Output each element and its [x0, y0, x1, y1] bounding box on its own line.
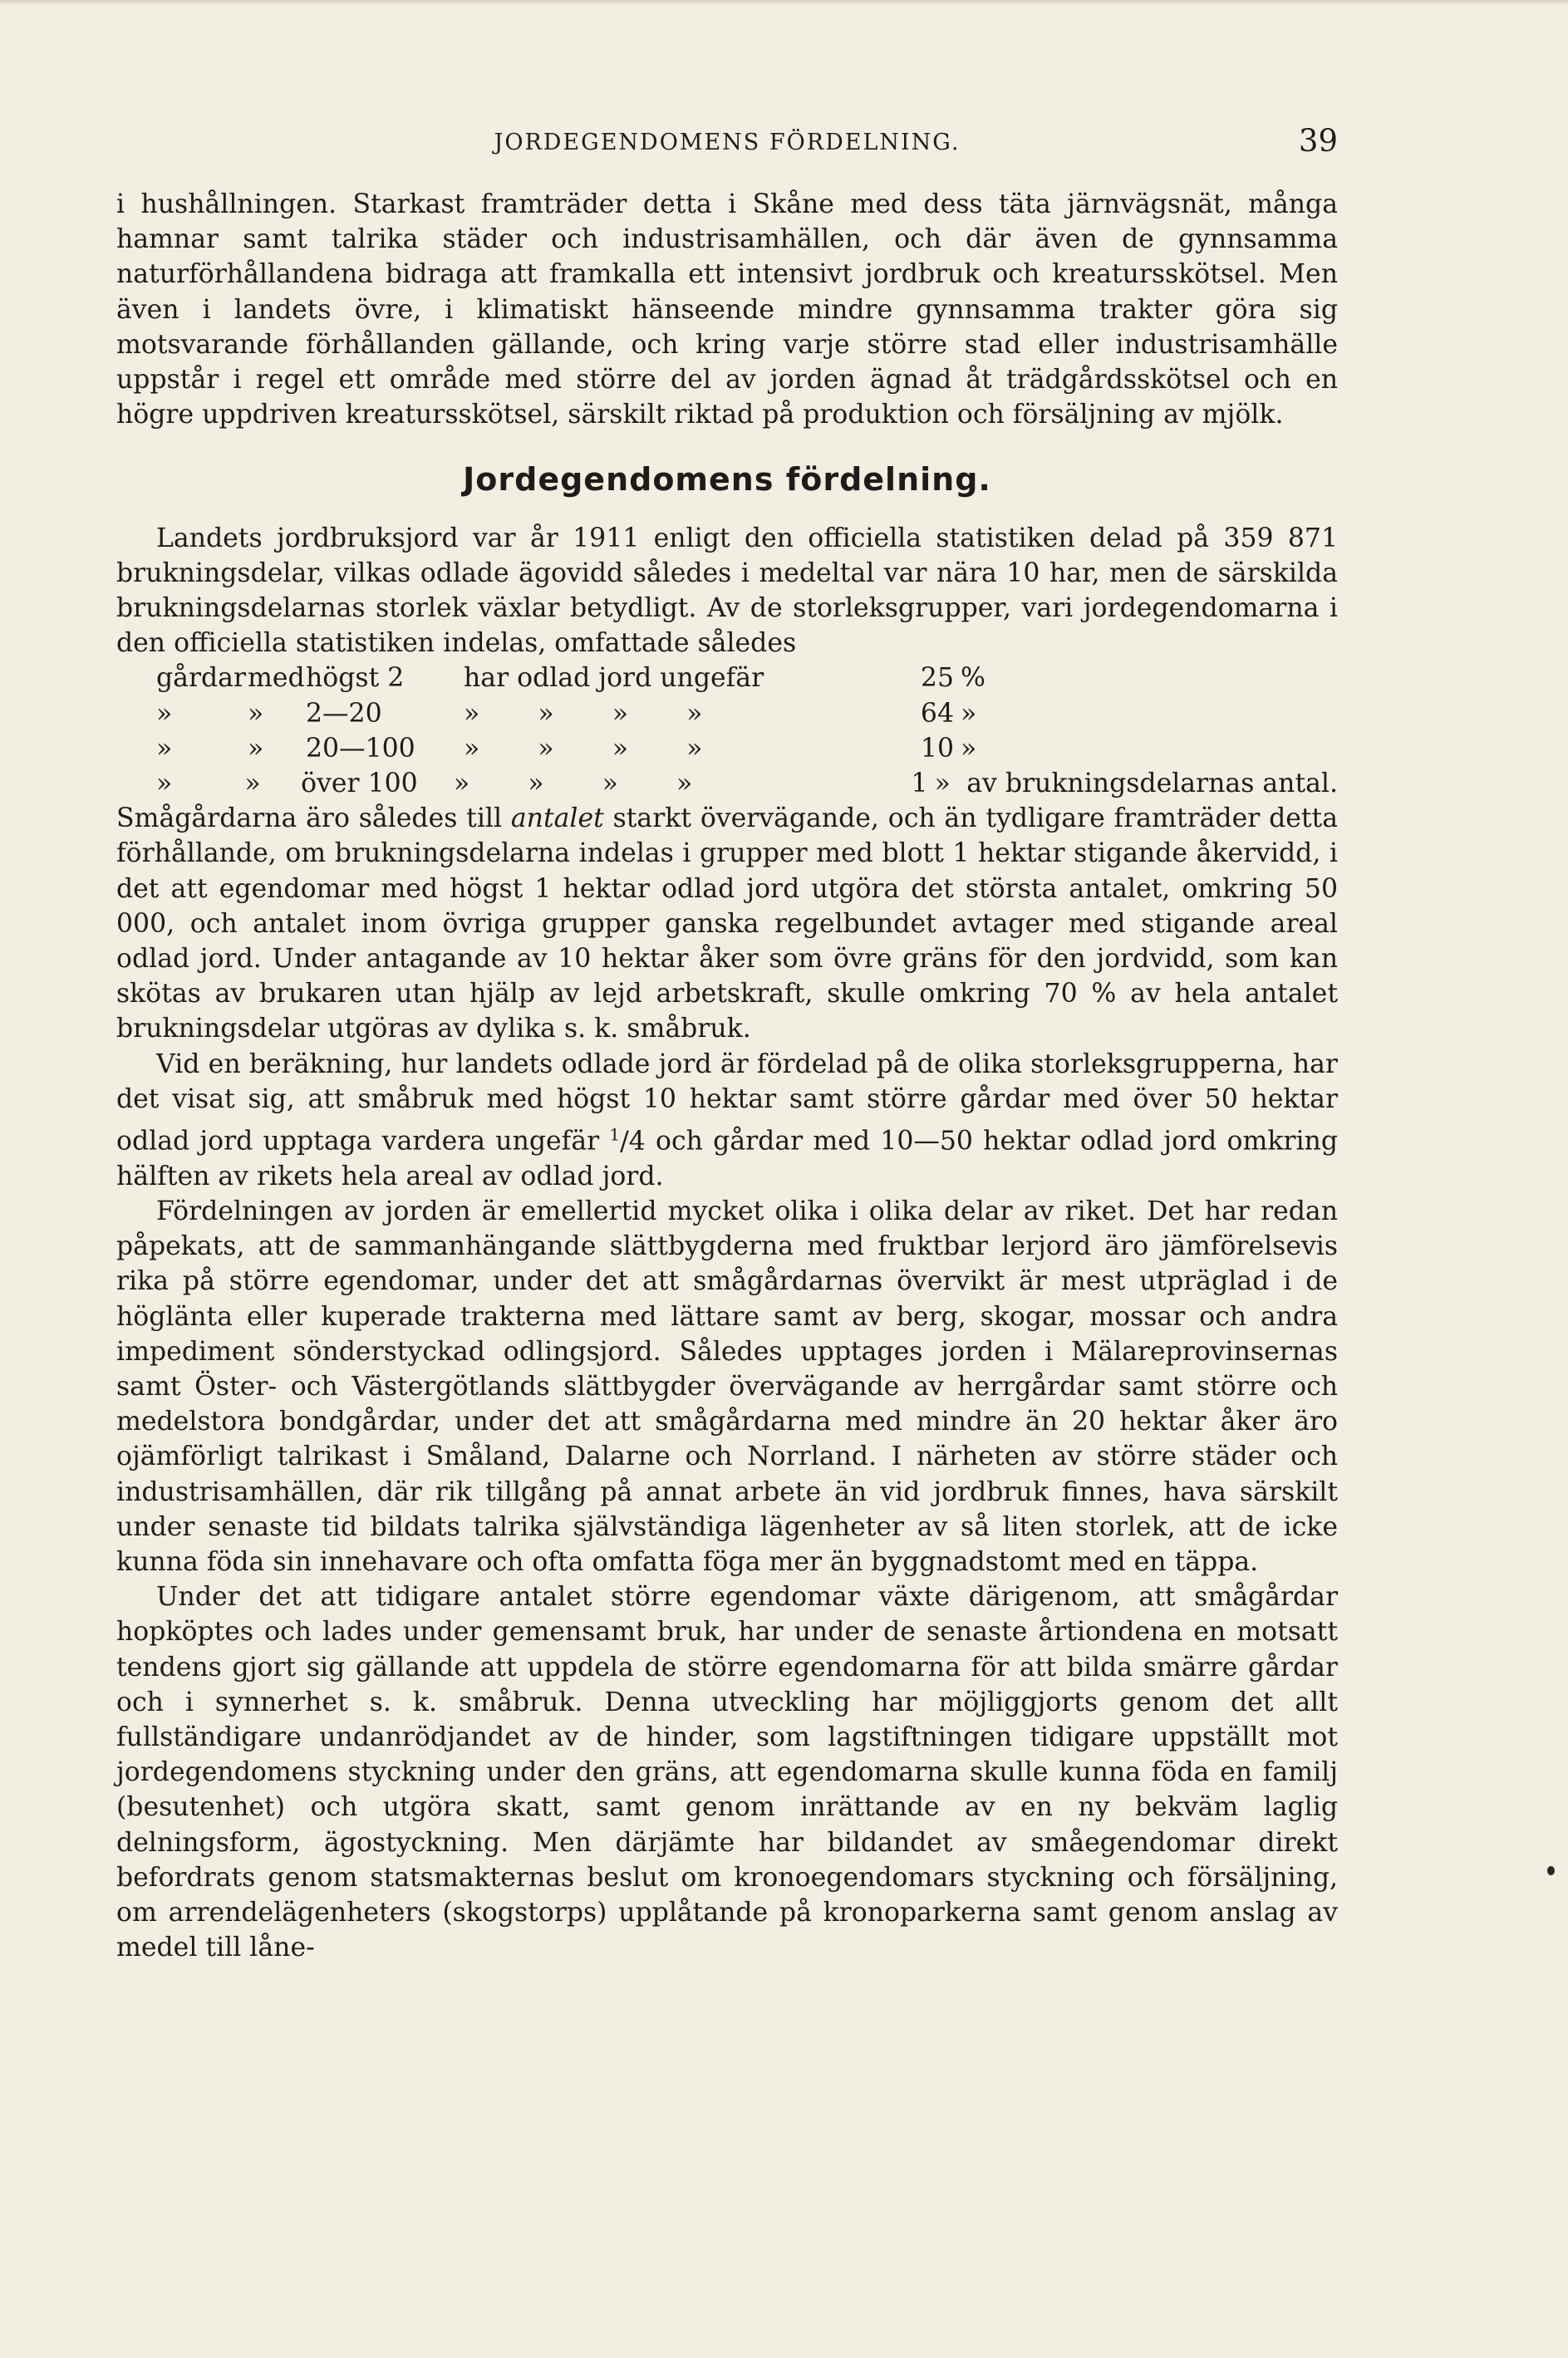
page-body — [116, 187, 1338, 1965]
list-unit: » — [961, 698, 977, 729]
fraction-denominator: /4 — [620, 1126, 646, 1157]
list-value: 64 — [920, 698, 954, 729]
list-cell: » » » » — [453, 769, 693, 799]
list-cell: med — [248, 663, 305, 694]
list-cell: av brukningsdelarnas antal. — [966, 769, 1338, 799]
paragraph-berakning — [116, 1047, 1338, 1194]
margin-ink-dot — [1547, 1866, 1555, 1875]
paragraph-continued: i hushållningen. Starkast framträder detta i Skåne med dess täta järnvägsnät, många hamnar samt talrika städer och industrisamhällen, och där även de gynnsamma naturförhållandena bidraga att framkalla ett intensivt jordbruk och kreatursskötsel. Men även i landets övre, i klimatiskt hänseende mindre gynnsamma trakter göra sig motsvarande förhållanden gällande, och kring varje större stad eller industrisamhälle uppstår i regel ett område med större del av jorden ägnad åt trädgårdsskötsel och en högre uppdriven kreatursskötsel, särskilt riktad på produktion och försäljning av mjölk. — [116, 189, 1338, 430]
paragraph-intro: Landets jordbruksjord var år 1911 enligt den officiella statistiken delad på 359 871 brukningsdelar, vilkas odlade ägovidd således i medeltal var nära 10 har, men de särskilda brukningsdelarnas storlek växlar betydligt. Av de storleksgrupper, vari jordegendomarna i den officiella statistiken indelas, omfattade således — [116, 523, 1338, 659]
list-cell: gårdar — [156, 663, 247, 694]
text-run: Smågårdarna äro således till — [116, 803, 511, 834]
list-unit: » — [934, 769, 951, 799]
size-group-list — [116, 661, 1338, 801]
text-run: och gårdar med 10—50 hektar odlad jord omkring hälften av rikets hela areal av odlad jord. — [116, 1126, 1338, 1191]
list-unit: » — [961, 733, 977, 764]
section-heading: Jordegendomens fördelning. — [463, 461, 991, 499]
list-cell: » — [244, 769, 261, 799]
list-cell: » — [248, 733, 264, 764]
list-cell — [994, 731, 1338, 766]
list-cell: » — [248, 698, 264, 729]
list-cell: » — [156, 733, 173, 764]
list-cell: » — [156, 698, 173, 729]
paragraph-smagardarna — [116, 801, 1338, 1046]
list-value: 1 — [911, 769, 928, 799]
list-cell: 2—20 — [306, 698, 382, 729]
running-title: JORDEGENDOMENS FÖRDELNING. — [494, 130, 961, 155]
fraction-numerator: 1 — [609, 1124, 621, 1145]
fraction — [609, 1124, 646, 1157]
list-cell — [994, 661, 1338, 695]
text-run: Vid en beräkning, hur landets odlade jord är fördelad på de olika storleksgrupperna, har det visat sig, att småbruk med högst 10 hektar samt större gårdar med över 50 hektar odlad jord upptaga vardera ungefär — [116, 1049, 1338, 1157]
page-number: 39 — [1298, 123, 1338, 159]
list-unit: % — [961, 663, 986, 694]
list-cell: 20—100 — [306, 733, 415, 764]
list-cell: högst 2 — [306, 663, 405, 694]
list-cell: » » » » — [464, 733, 703, 764]
list-value: 25 — [920, 663, 954, 694]
list-cell: » — [156, 769, 173, 799]
list-value: 10 — [920, 733, 954, 764]
paragraph-fordelningen: Fördelningen av jorden är emellertid mycket olika i olika delar av riket. Det har redan påpekats, att de sammanhängande slättbygderna med fruktbar lerjord äro jämförelsevis rika på större egendomar, under det att smågårdarnas övervikt är mest utpräglad i de höglänta eller kuperade trakterna med lättare samt av berg, skogar, mossar och andra impediment sönderstyckad odlingsjord. Således upptages jorden i Mälareprovinsernas samt Öster- och Västergötlands slättbygder övervägande av herrgårdar samt större och medelstora bondgårdar, under det att smågårdarna med mindre än 20 hektar åker äro ojämförligt talrikast i Småland, Dalarne och Norrland. I närheten av större städer och industrisamhällen, där rik tillgång på annat arbete än vid jordbruk finnes, hava särskilt under senaste tid bildats talrika självständiga lägenheter av så liten storlek, att de icke kunna föda sin innehavare och ofta omfatta föga mer än byggnadstomt med en täppa. — [116, 1196, 1338, 1578]
text-run: starkt övervägande, och än tydligare framträder detta förhållande, om brukningsdelarna indelas i grupper med blott 1 hektar stigande åkervidd, i det att egendomar med högst 1 hektar odlad jord utgöra det största antalet, omkring 50 000, och antalet inom övriga grupper ganska regelbundet avtager med stigande areal odlad jord. Under antagande av 10 hektar åker som övre gräns för den jordvidd, som kan skötas av brukaren utan hjälp av lejd arbetskraft, skulle omkring 70 % av hela antalet brukningsdelar utgöras av dylika s. k. småbruk. — [116, 803, 1338, 1044]
size-group-row — [156, 766, 1338, 801]
page-header — [116, 123, 1338, 165]
list-cell: har odlad jord ungefär — [464, 663, 764, 694]
size-group-row — [156, 696, 1338, 731]
emphasis: antalet — [510, 803, 604, 834]
list-cell: över 100 — [301, 769, 418, 799]
size-group-row — [156, 661, 1338, 695]
size-group-row — [156, 731, 1338, 766]
paragraph-utveckling: Under det att tidigare antalet större egendomar växte därigenom, att smågårdar hopköptes och lades under gemensamt bruk, har under de senaste årtiondena en motsatt tendens gjort sig gällande att uppdela de större egendomarna för att bilda smärre gårdar och i synnerhet s. k. småbruk. Denna utveckling har möjliggjorts genom det allt fullständigare undanrödjandet av de hinder, som lagstiftningen tidigare uppställt mot jordegendomens styckning under den gräns, att egendomarna skulle kunna föda en familj (besutenhet) och utgöra skatt, samt genom inrättande av en ny bekväm laglig delningsform, ägostyckning. Men därjämte har bildandet av småegendomar direkt befordrats genom statsmakternas beslut om kronoegendomars styckning och försäljning, om arrendelägenheters (skogstorps) upplåtande på kronoparkerna samt genom anslag av medel till låne- — [116, 1582, 1338, 1963]
list-cell — [994, 696, 1338, 731]
list-cell: » » » » — [464, 698, 703, 729]
